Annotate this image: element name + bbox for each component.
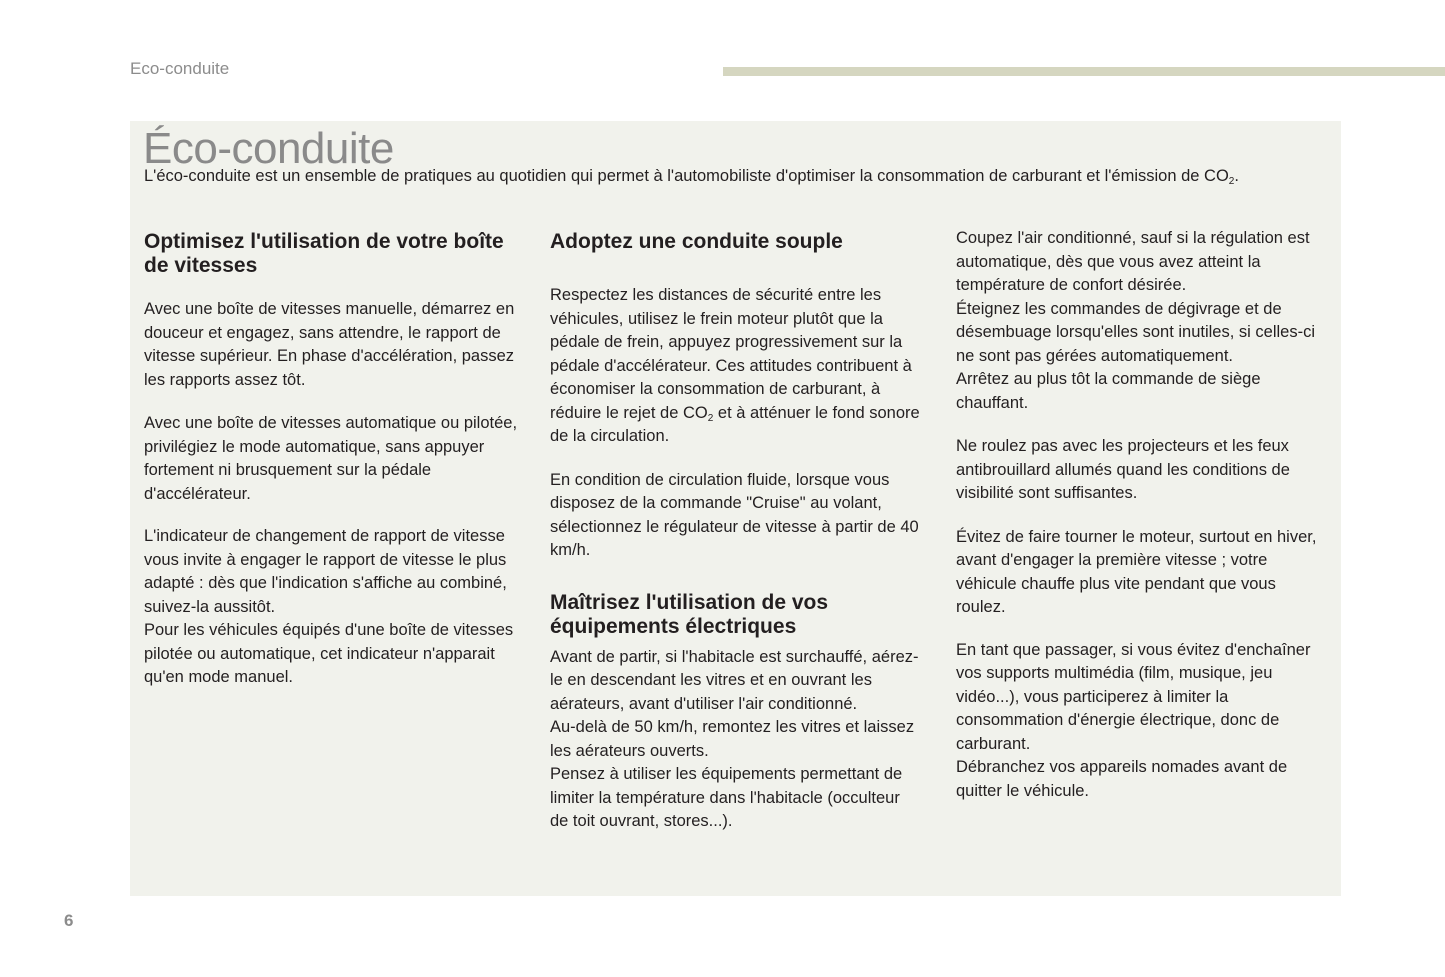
paragraph-limit-temperature: Pensez à utiliser les équipements permettant de limiter la température dans l'habitacle (occulteur de toit ouvrant, stores...).: [550, 765, 903, 830]
intro-end: .: [1234, 167, 1239, 185]
paragraph-automatic-gearbox: Avec une boîte de vitesses automatique ou pilotée, privilégiez le mode automatique, sans appuyer fortement ni brusquement sur la pédale d'accélérateur.: [144, 414, 518, 503]
intro-text: L'éco-conduite est un ensemble de pratiques au quotidien qui permet à l'automobiliste d'optimiser la consommation de carburant et l'émission de CO: [144, 167, 1229, 185]
paragraph-before-leaving: Avant de partir, si l'habitacle est surchauffé, aérez-le en descendant les vitres et en ouvrant les aérateurs, avant d'utiliser l'air conditionné.: [550, 647, 919, 713]
heading-gearbox: Optimisez l'utilisation de votre boîte de vitesses: [144, 230, 504, 277]
safe-distances-co2-subscript: 2: [707, 412, 714, 424]
page-number: 6: [64, 911, 74, 930]
page-title: Éco-conduite: [143, 124, 394, 173]
safe-distances-text-end: et à atténuer le fond sonore de la circulation.: [550, 403, 920, 445]
paragraph-shift-indicator: L'indicateur de changement de rapport de vitesse vous invite à engager le rapport de vitesse le plus adapté : dès que l'indication s'affiche au combiné, suivez-la aussitôt.: [144, 527, 507, 616]
paragraph-indicator-manual-mode: Pour les véhicules équipés d'une boîte de vitesses pilotée ou automatique, cet indicateur n'apparait qu'en mode manuel.: [144, 621, 514, 686]
column-gearbox: [144, 230, 520, 690]
paragraph-heated-seat: Arrêtez au plus tôt la commande de siège chauffant.: [956, 370, 1261, 412]
paragraph-safe-distances: [550, 284, 920, 449]
paragraph-passenger-multimedia: En tant que passager, si vous évitez d'enchaîner vos supports multimédia (film, musique, jeu vidéo...), vous participerez à limiter la consommation d'énergie électrique, donc de carburant.: [956, 640, 1311, 753]
paragraph-above-50: Au-delà de 50 km/h, remontez les vitres et laissez les aérateurs ouverts.: [550, 718, 915, 760]
paragraph-unplug-devices: Débranchez vos appareils nomades avant de quitter le véhicule.: [956, 758, 1288, 800]
intro-paragraph: [144, 165, 1314, 189]
safe-distances-text: Respectez les distances de sécurité entre les véhicules, utilisez le frein moteur plutôt que la pédale de frein, appuyez progressivement sur la pédale d'accélérateur. Ces attitudes contribuent à économiser la consommation de carburant, à réduire le rejet de CO: [550, 286, 912, 422]
column-smooth-driving: [550, 230, 920, 834]
heading-smooth-driving: Adoptez une conduite souple: [550, 230, 843, 253]
paragraph-manual-gearbox: Avec une boîte de vitesses manuelle, démarrez en douceur et engagez, sans attendre, le rapport de vitesse supérieur. En phase d'accélération, passez les rapports assez tôt.: [144, 300, 515, 389]
column-tips: [956, 227, 1328, 803]
paragraph-idle-engine: Évitez de faire tourner le moteur, surtout en hiver, avant d'engager la première vitesse ; votre véhicule chauffe plus vite pendant que vous roulez.: [956, 527, 1317, 616]
intro-co2-subscript: 2: [1228, 176, 1235, 187]
header-rule: [723, 67, 1445, 76]
heading-electrical-equipment: Maîtrisez l'utilisation de vos équipements électriques: [550, 590, 829, 638]
paragraph-headlights: Ne roulez pas avec les projecteurs et les feux antibrouillard allumés quand les conditions de visibilité sont suffisantes.: [956, 437, 1290, 502]
paragraph-air-conditioning: Coupez l'air conditionné, sauf si la régulation est automatique, dès que vous avez atteint la température de confort désirée.: [956, 229, 1310, 294]
paragraph-defrost: Éteignez les commandes de dégivrage et de désembuage lorsqu'elles sont inutiles, si celles-ci ne sont pas gérées automatiquement.: [956, 299, 1315, 365]
paragraph-cruise-control: En condition de circulation fluide, lorsque vous disposez de la commande "Cruise" au volant, sélectionnez le régulateur de vitesse à partir de 40 km/h.: [550, 470, 919, 559]
running-title: Eco-conduite: [130, 59, 230, 78]
